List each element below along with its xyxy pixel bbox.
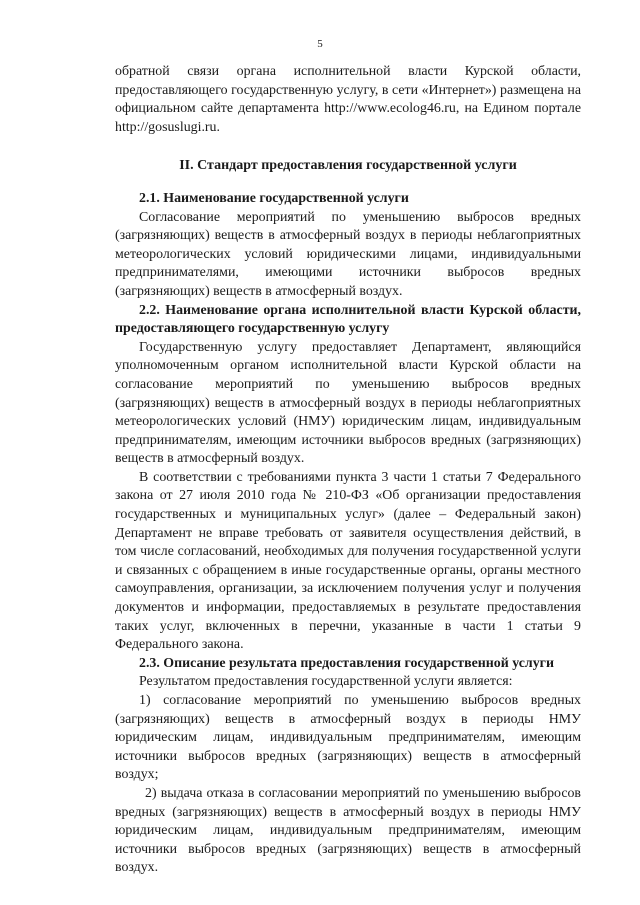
paragraph-2-2-a: Государственную услугу предоставляет Департамент, являющийся уполномоченным органом исполнительной власти Курской области на согласование мероприятий по уменьшению выбросов вредных (загрязняющих) веществ в атмосферный воздух в периоды неблагоприятных метеорологических условий (НМУ) юридическим лицам, индивидуальным предпринимателям, имеющим источники выбросов вредных (загрязняющих) веществ в атмосферный воздух. [115,339,581,467]
page-number: 5 [317,38,323,50]
paragraph-2-1: Согласование мероприятий по уменьшению выбросов вредных (загрязняющих) веществ в атмосферный воздух в периоды неблагоприятных метеорологических условий юридическими лицами, индивидуальными предпринимателями, имеющими источники выбросов вредных (загрязняющих) веществ в атмосферный воздух. [115,209,581,299]
subheading-2-3: 2.3. Описание результата предоставления государственной услуги [139,655,554,671]
list-item-2-3-2: 2) выдача отказа в согласовании мероприятий по уменьшению выбросов вредных (загрязняющих) веществ в атмосферный воздух в периоды НМУ юридическим лицам, индивидуальным предпринимателям, имеющим источники выбросов вредных (загрязняющих) веществ в атмосферный воздух. [115,785,581,876]
paragraph-2-3-lead: Результатом предоставления государственной услуги является: [139,674,513,690]
section-heading: II. Стандарт предоставления государственной услуги [179,158,517,174]
paragraph-2-2-b: В соответствии с требованиями пункта 3 части 1 статьи 7 Федерального закона от 27 июля 2010 года № 210-ФЗ «Об организации предоставления государственных и муниципальных услуг» (далее – Федеральный закон) Департамент не вправе требовать от заявителя осуществления действий, в том числе согласований, необходимых для получения государственной услуги и связанных с обращением в иные государственные органы, органы местного самоуправления, организации, за исключением получения услуг и получения документов и информации, предоставляемых в результате предоставления таких услуг, включенных в перечни, указанные в части 1 статьи 9 Федерального закона. [115,469,581,653]
paragraph-intro: обратной связи органа исполнительной власти Курской области, предоставляющего государственную услугу, в сети «Интернет») размещена на официальном сайте департамента http://www.ecolog46.ru, на Едином портале http://gosuslugi.ru. [115,64,581,135]
subheading-2-1: 2.1. Наименование государственной услуги [139,190,409,206]
subheading-2-2: 2.2. Наименование органа исполнительной власти Курской области, предоставляющего государственную услугу [115,302,581,337]
document-body [115,63,581,878]
list-item-2-3-1: 1) согласование мероприятий по уменьшению выбросов вредных (загрязняющих) веществ в атмосферный воздух в периоды НМУ юридическим лицам, индивидуальным предпринимателям, имеющим источники выбросов вредных (загрязняющих) веществ в атмосферный воздух; [115,693,581,783]
